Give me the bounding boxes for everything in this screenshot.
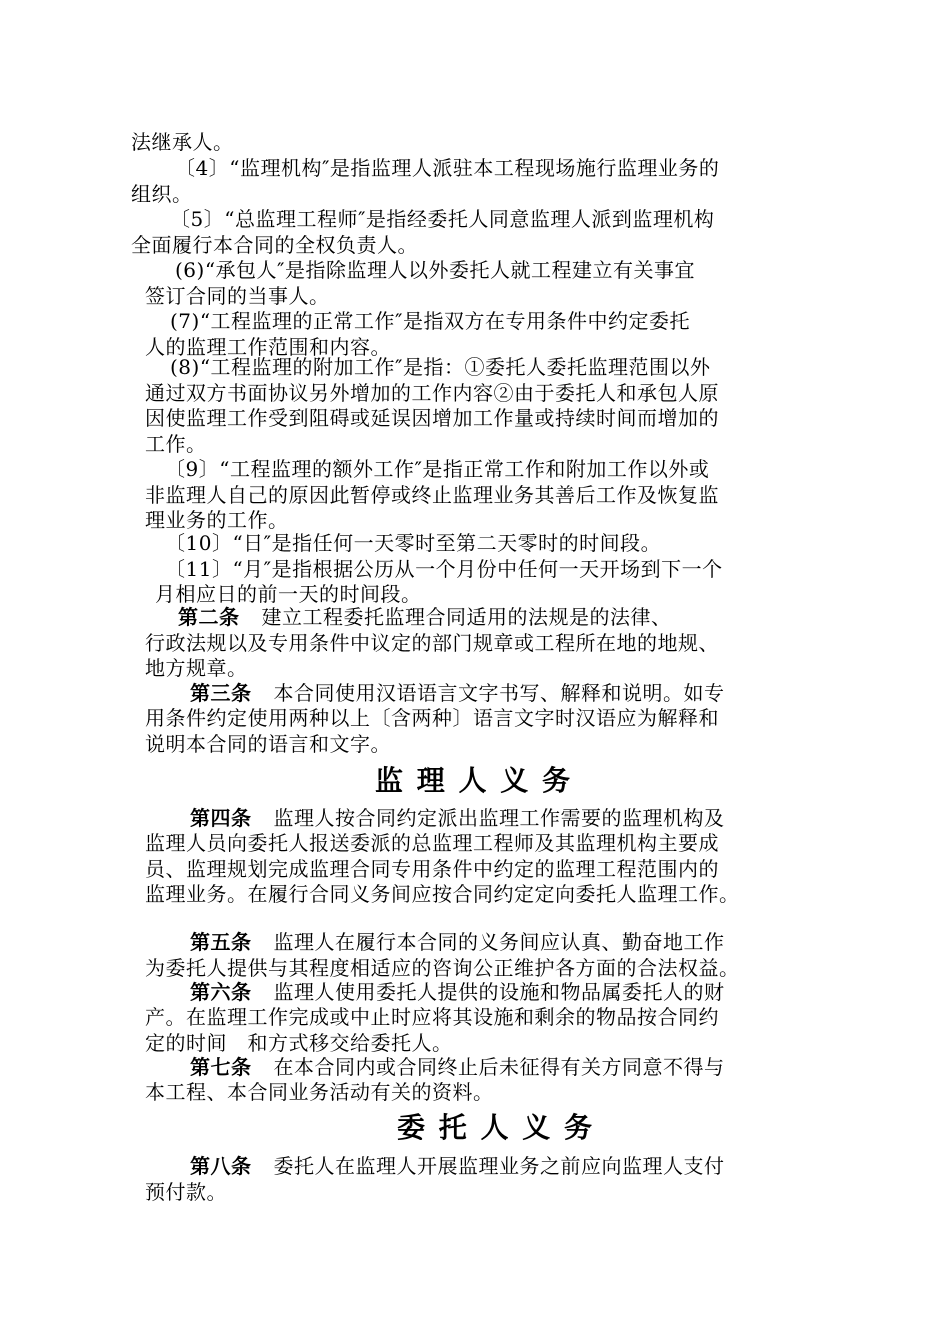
text-line: 〔10〕“日″是指任何一天零时至第二天零时的时间段。 bbox=[165, 531, 662, 555]
text-line: 因使监理工作受到阻碍或延误因增加工作量或持续时间而增加的 bbox=[145, 406, 719, 430]
article-7-line bbox=[190, 1054, 725, 1080]
text-line: 理业务的工作。 bbox=[145, 508, 289, 532]
article-label: 第八条 bbox=[190, 1154, 252, 1178]
article-3-line bbox=[190, 680, 725, 706]
section-heading: 委 托 人 义 务 bbox=[397, 1111, 594, 1144]
article-2-line bbox=[178, 604, 672, 630]
text-line: 为委托人提供与其程度相适应的咨询公正维护各方面的合法权益。 bbox=[145, 956, 740, 980]
text-line: 监理业务。在履行合同义务间应按合同约定定向委托人监理工作。 bbox=[145, 882, 740, 906]
article-text: 在本合同内或合同终止后未征得有关方同意不得与 bbox=[273, 1055, 725, 1079]
article-text: 本合同使用汉语语言文字书写、解释和说明。如专 bbox=[273, 681, 725, 705]
article-label: 第五条 bbox=[190, 930, 252, 954]
text-line: 员、监理规划完成监理合同专用条件中约定的监理工程范围内的 bbox=[145, 857, 719, 881]
text-line: 月相应日的前一天的时间段。 bbox=[155, 582, 422, 606]
text-line: 〔9〕“工程监理的额外工作″是指正常工作和附加工作以外或 bbox=[165, 457, 710, 481]
section-heading: 监 理 人 义 务 bbox=[375, 764, 572, 797]
article-label: 第二条 bbox=[178, 605, 240, 629]
text-line: (6)“承包人″是指除监理人以外委托人就工程建立有关事宜 bbox=[175, 258, 696, 282]
text-line: 用条件约定使用两种以上〔含两种〕语言文字时汉语应为解释和 bbox=[145, 706, 719, 730]
text-line: 非监理人自己的原因此暂停或终止监理业务其善后工作及恢复监 bbox=[145, 483, 719, 507]
text-line: (8)“工程监理的附加工作″是指：①委托人委托监理范围以外 bbox=[170, 355, 711, 379]
text-line: 产。在监理工作完成或中止时应将其设施和剩余的物品按合同约 bbox=[145, 1005, 719, 1029]
text-line: 通过双方书面协议另外增加的工作内容②由于委托人和承包人原 bbox=[145, 381, 719, 405]
article-8-line bbox=[190, 1153, 725, 1179]
article-text: 监理人使用委托人提供的设施和物品属委托人的财 bbox=[273, 980, 725, 1004]
text-line: 签订合同的当事人。 bbox=[145, 284, 330, 308]
text-line: 人的监理工作范围和内容。 bbox=[145, 335, 391, 359]
article-text: 建立工程委托监理合同适用的法规是的法律、 bbox=[261, 605, 672, 629]
text-line: 〔5〕“总监理工程师″是指经委托人同意监理人派到监理机构 bbox=[170, 207, 715, 231]
text-line: 〔11〕“月″是指根据公历从一个月份中任何一天开场到下一个 bbox=[165, 557, 723, 581]
article-label: 第六条 bbox=[190, 980, 252, 1004]
text-line: 法继承人。 bbox=[131, 130, 234, 154]
text-line: 地方规章。 bbox=[145, 656, 248, 680]
text-line: 定的时间 和方式移交给委托人。 bbox=[145, 1031, 453, 1055]
text-line: 监理人员向委托人报送委派的总监理工程师及其监理机构主要成 bbox=[145, 831, 719, 855]
article-4-line bbox=[190, 805, 725, 831]
text-line: 〔4〕“监理机构″是指监理人派驻本工程现场施行监理业务的 bbox=[175, 156, 720, 180]
text-line: 本工程、本合同业务活动有关的资料。 bbox=[145, 1080, 494, 1104]
article-label: 第七条 bbox=[190, 1055, 252, 1079]
article-label: 第三条 bbox=[190, 681, 252, 705]
article-text: 委托人在监理人开展监理业务之前应向监理人支付 bbox=[273, 1154, 725, 1178]
article-5-line bbox=[190, 929, 725, 955]
article-text: 监理人在履行本合同的义务间应认真、勤奋地工作 bbox=[273, 930, 725, 954]
text-line: 行政法规以及专用条件中议定的部门规章或工程所在地的地规、 bbox=[145, 631, 719, 655]
article-6-line bbox=[190, 979, 725, 1005]
text-line: 全面履行本合同的全权负责人。 bbox=[131, 233, 418, 257]
text-line: 预付款。 bbox=[145, 1180, 227, 1204]
text-line: (7)“工程监理的正常工作″是指双方在专用条件中约定委托 bbox=[170, 309, 691, 333]
text-line: 组织。 bbox=[131, 182, 193, 206]
article-text: 监理人按合同约定派出监理工作需要的监理机构及 bbox=[273, 806, 725, 830]
article-label: 第四条 bbox=[190, 806, 252, 830]
text-line: 工作。 bbox=[145, 432, 207, 456]
text-line: 说明本合同的语言和文字。 bbox=[145, 732, 391, 756]
